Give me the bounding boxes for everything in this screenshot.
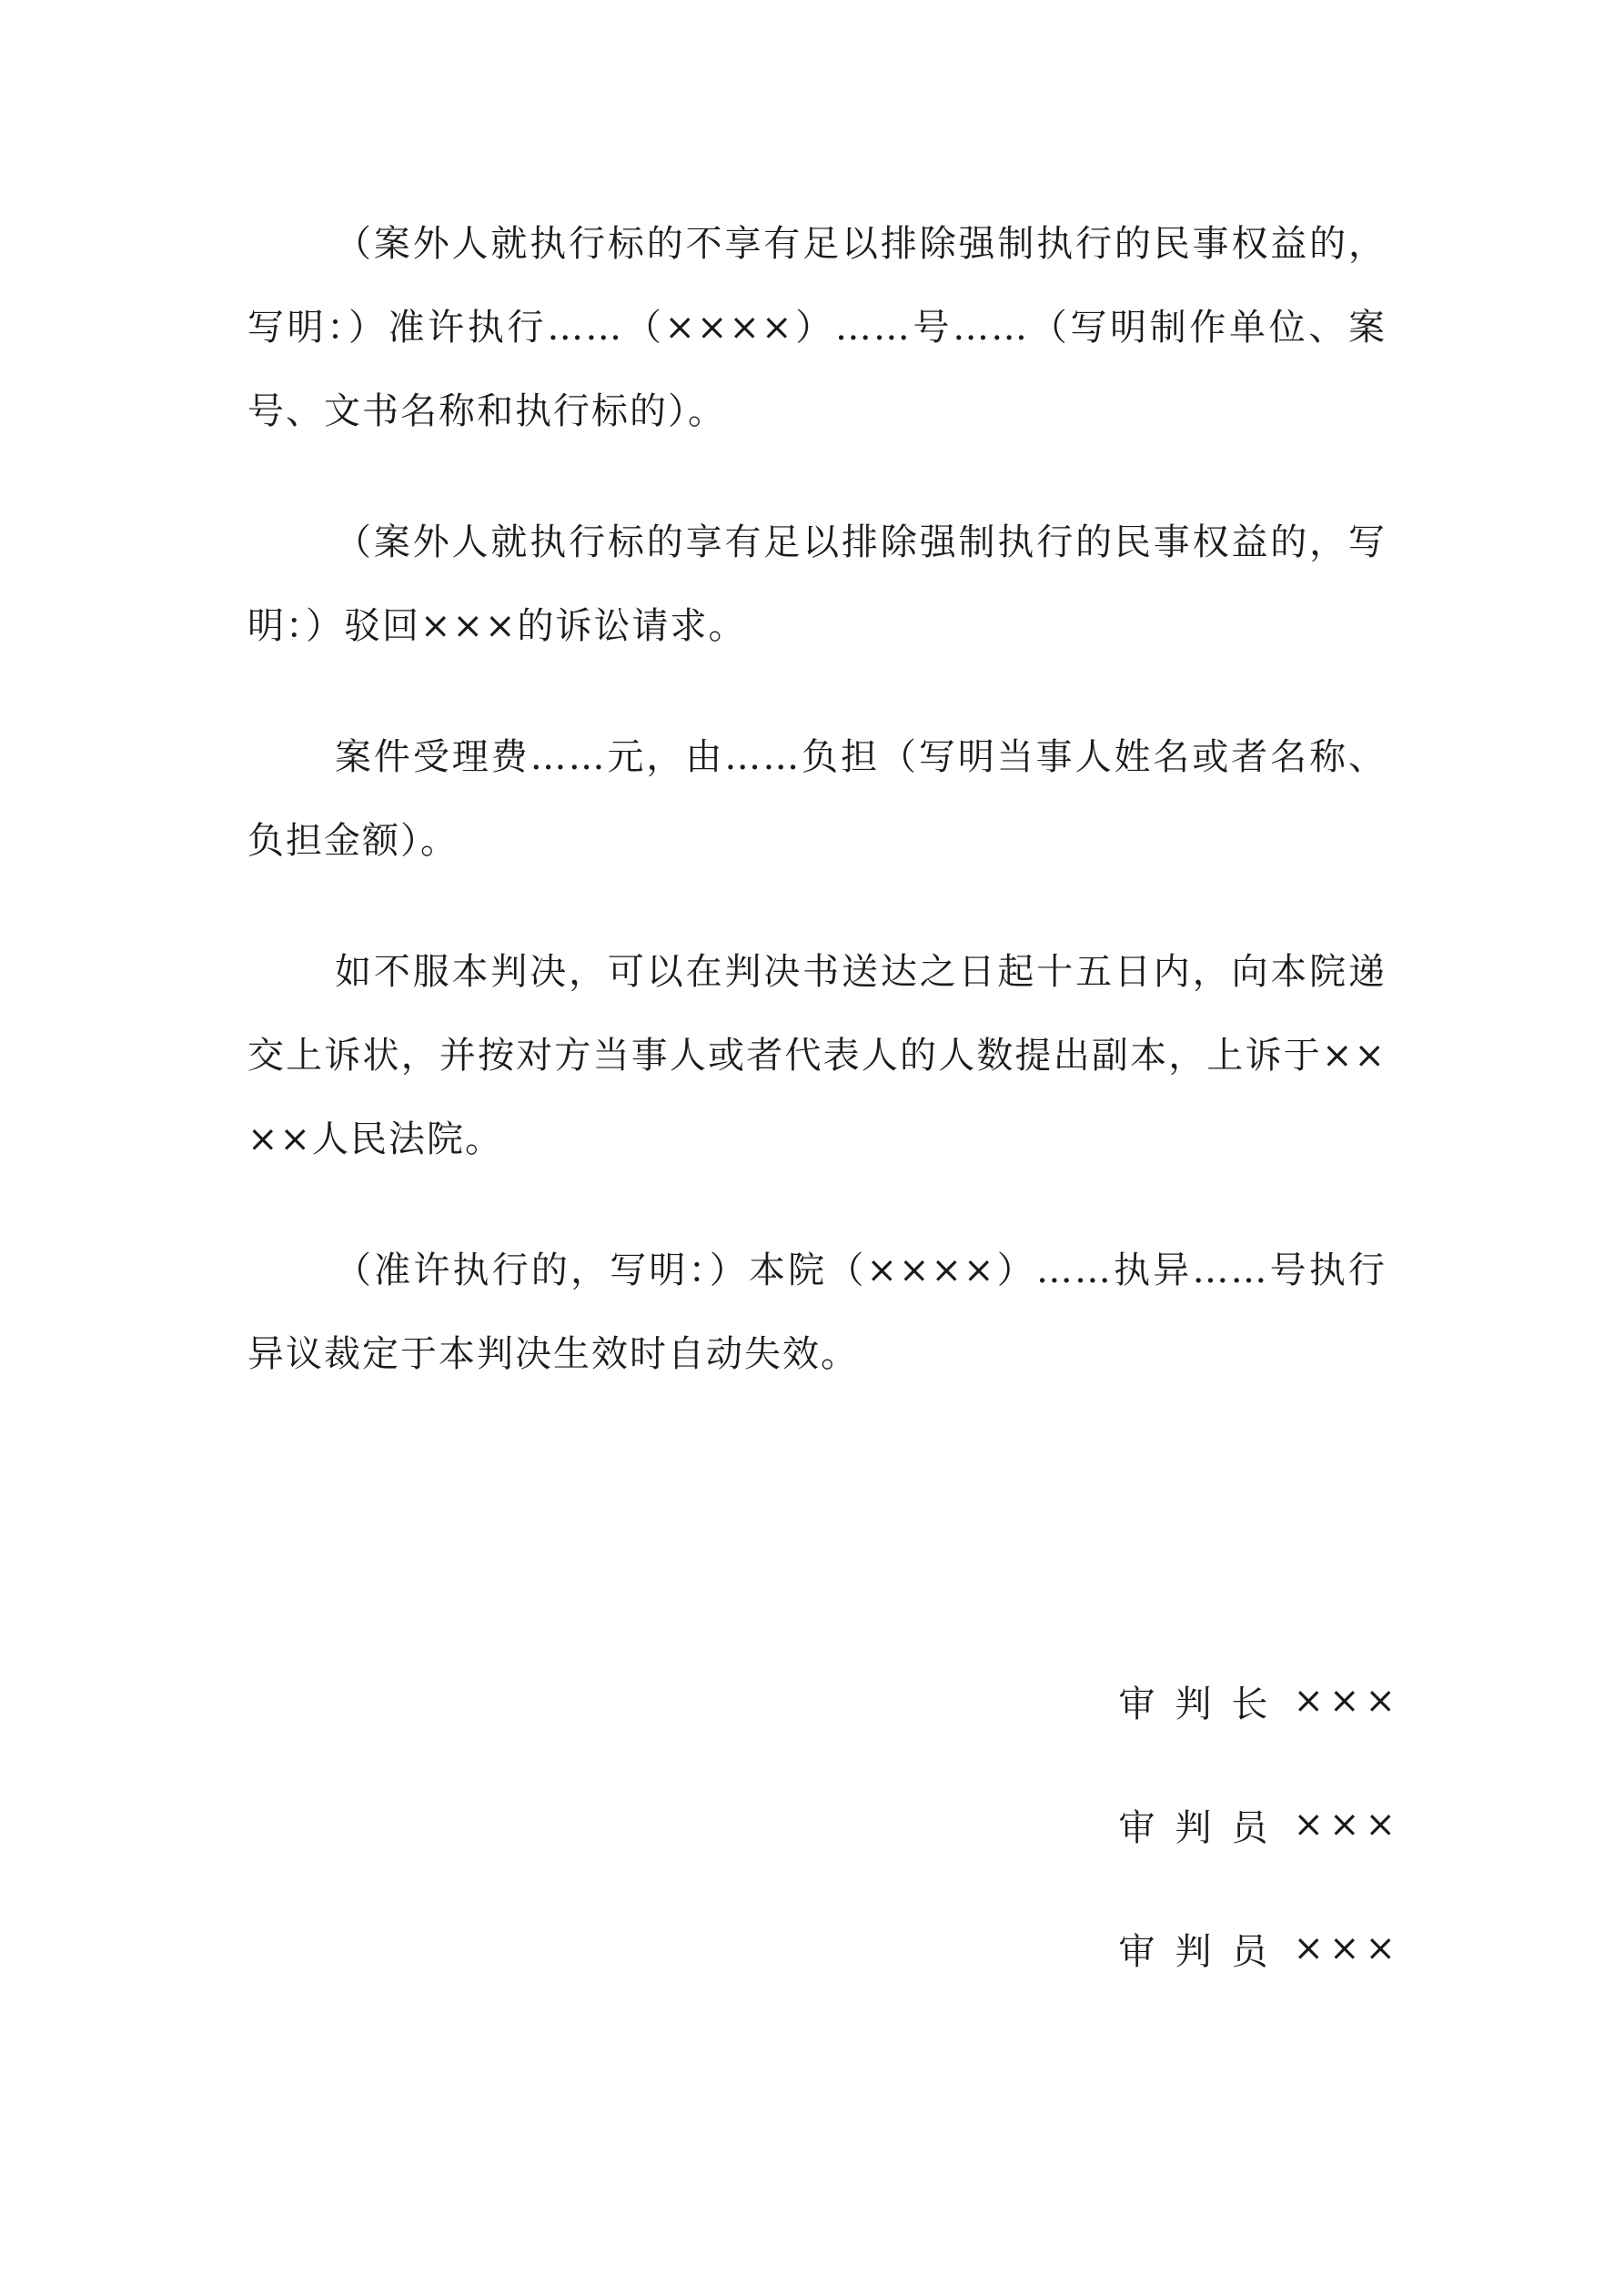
signature-title: 审判员: [1118, 1806, 1288, 1849]
signature-block: [1055, 1673, 1401, 2044]
signature-name: ×××: [1293, 1927, 1401, 1969]
paragraph-claim-dismissed: （案外人就执行标的享有足以排除强制执行的民事权益的，写明：）驳回×××的诉讼请求。: [247, 521, 1387, 647]
paragraph-appeal-notice: 如不服本判决，可以在判决书送达之日起十五日内，向本院递交上诉状，并按对方当事人或者代表人的人数提出副本，上诉于××××人民法院。: [247, 951, 1387, 1160]
paragraph-ruling-invalidation: （准许执行的，写明：）本院（××××）……执异……号执行异议裁定于本判决生效时自动失效。: [247, 1249, 1387, 1375]
signature-judge-1: [1055, 1796, 1401, 1853]
paragraph-case-fee: 案件受理费……元，由……负担（写明当事人姓名或者名称、负担金额）。: [247, 736, 1387, 862]
judgment-body: [247, 202, 1387, 1443]
paragraph-execution-permitted: （案外人就执行标的不享有足以排除强制执行的民事权益的，写明：）准许执行……（××××）……号……（写明制作单位、案号、文书名称和执行标的）。: [247, 223, 1387, 432]
signature-name: ×××: [1293, 1680, 1401, 1722]
signature-presiding-judge: [1055, 1673, 1401, 1729]
signature-title: 审判员: [1118, 1930, 1288, 1973]
signature-name: ×××: [1293, 1804, 1401, 1846]
signature-judge-2: [1055, 1920, 1401, 1977]
signature-title: 审判长: [1118, 1683, 1288, 1725]
